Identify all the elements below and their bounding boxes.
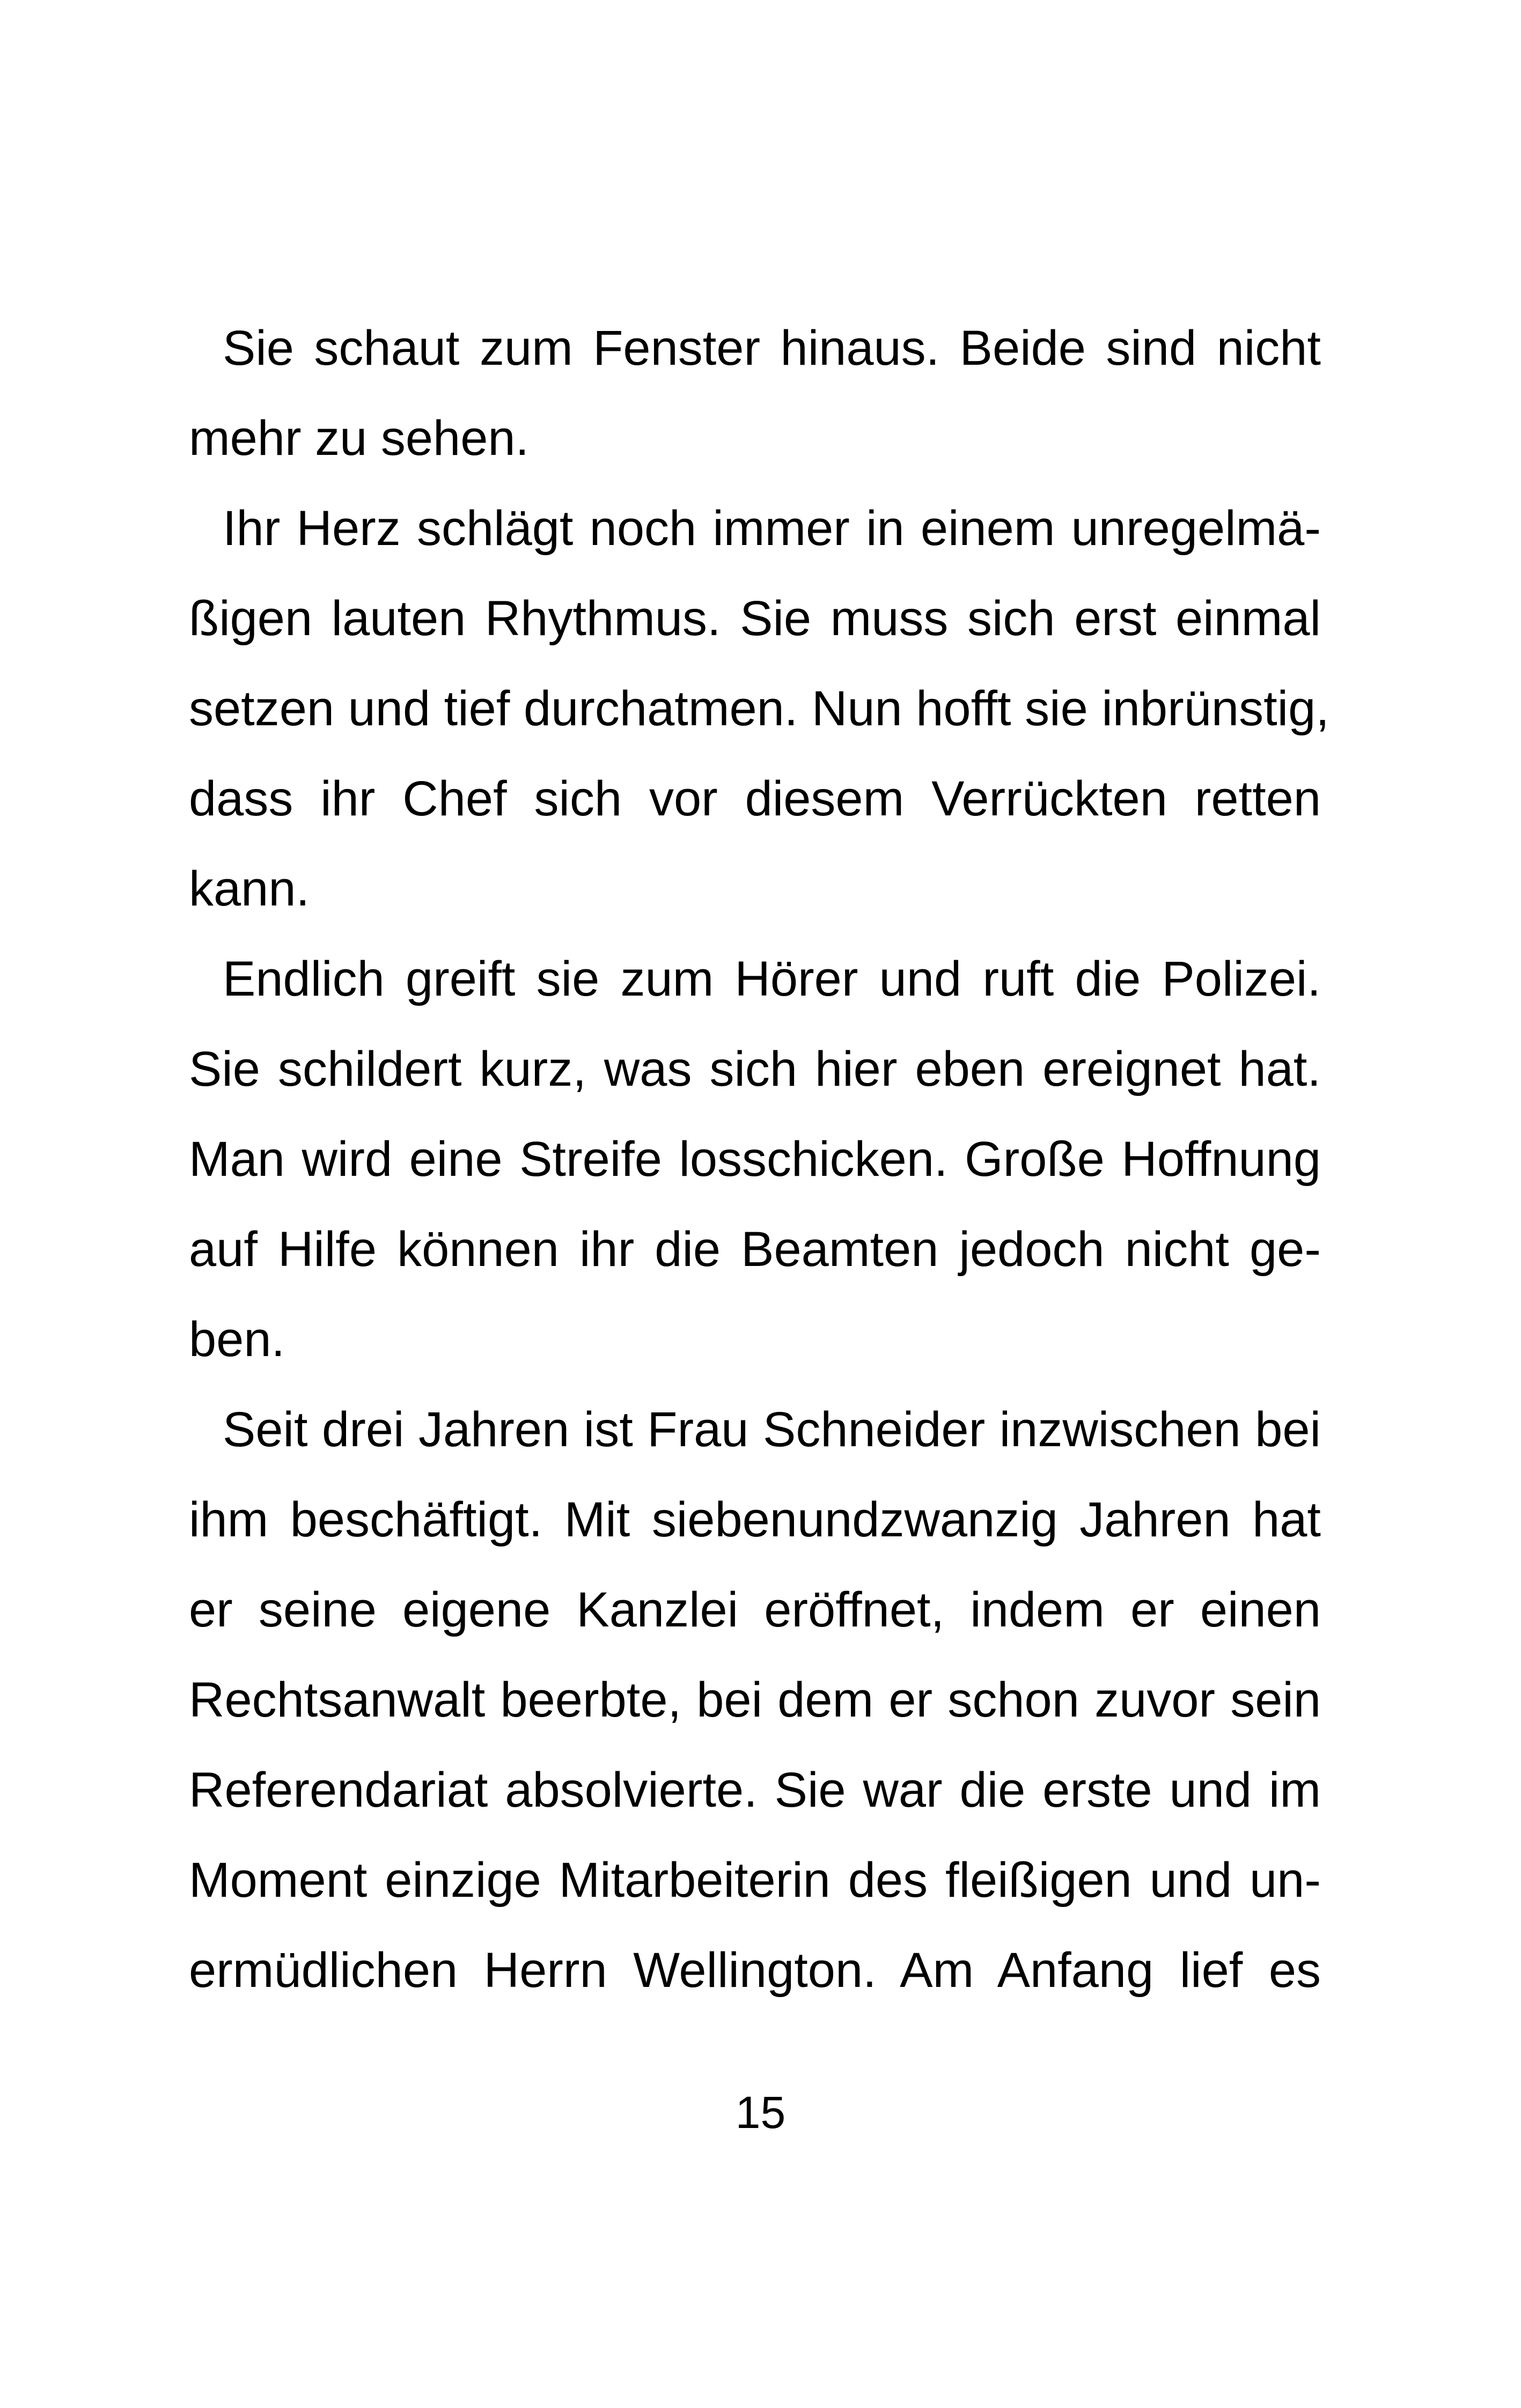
text-line: kann. [189,861,310,916]
text-line: ermüdlichen Herrn Wellington. Am Anfang lief es [189,1943,1321,1998]
text-line: setzen und tief durchatmen. Nun hofft sie inbrünstig, [189,681,1329,736]
text-line: Sie schaut zum Fenster hinaus. Beide sind nicht [223,321,1321,375]
text-line: er seine eigene Kanzlei eröffnet, indem er einen [189,1582,1321,1637]
text-line: mehr zu sehen. [189,411,530,466]
text-line: Referendariat absolvierte. Sie war die erste und im [189,1763,1321,1817]
text-line: Man wird eine Streife losschicken. Große Hoffnung [189,1132,1321,1187]
text-line: dass ihr Chef sich vor diesem Verrückten retten [189,771,1321,826]
text-line: Sie schildert kurz, was sich hier eben ereignet hat. [189,1042,1321,1096]
text-line: ben. [189,1312,285,1367]
page-number: 15 [735,2087,786,2138]
text-line: auf Hilfe können ihr die Beamten jedoch nicht ge- [189,1222,1321,1277]
body-text [189,303,1329,2015]
text-line: Rechtsanwalt beerbte, bei dem er schon zuvor sein [189,1673,1321,1727]
text-line: ßigen lauten Rhythmus. Sie muss sich erst einmal [189,591,1321,646]
text-line: Seit drei Jahren ist Frau Schneider inzwischen bei [223,1402,1321,1457]
text-line: ihm beschäftigt. Mit siebenundzwanzig Jahren hat [189,1492,1321,1547]
text-line: Moment einzige Mitarbeiterin des fleißigen und un- [189,1853,1321,1908]
text-line: Ihr Herz schlägt noch immer in einem unregelmä- [223,501,1321,556]
text-line: Endlich greift sie zum Hörer und ruft die Polizei. [223,952,1321,1006]
